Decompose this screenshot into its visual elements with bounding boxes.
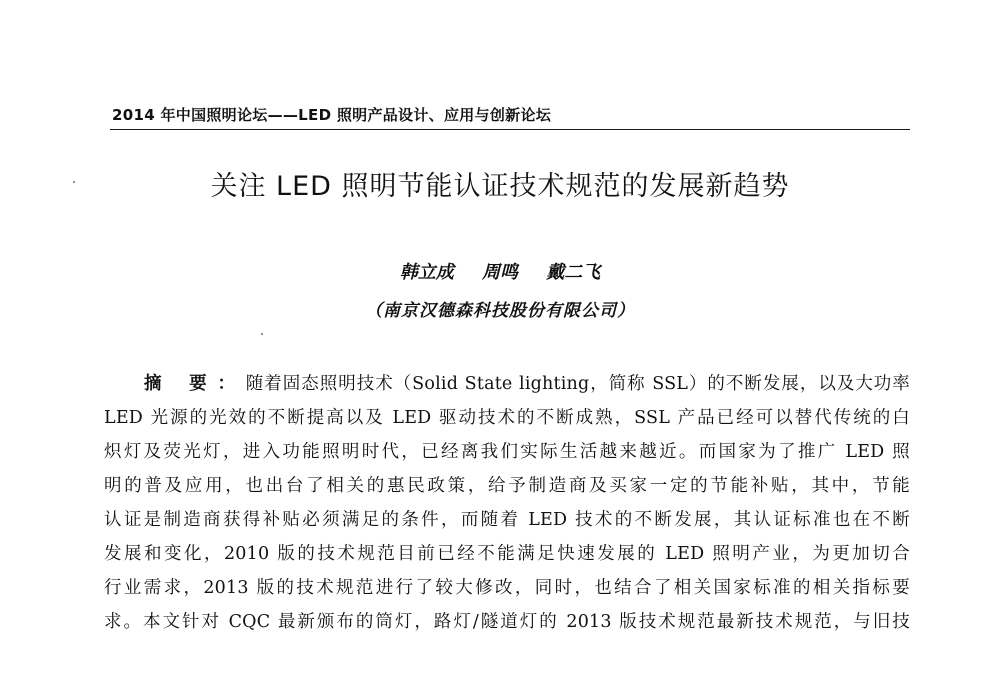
abstract-line: 炽灯及荧光灯，进入功能照明时代，已经离我们实际生活越来越近。而国家为了推广 LED 照 — [104, 442, 910, 462]
abstract-line — [104, 367, 910, 401]
abstract-text: 随着固态照明技术（Solid State lighting，简称 SSL）的不断发展，以及大功率 — [245, 374, 910, 394]
running-header: 2014 年中国照明论坛——LED 照明产品设计、应用与创新论坛 — [112, 106, 552, 124]
author-name: 周鸣 — [482, 262, 518, 283]
author-name: 韩立成 — [399, 262, 454, 283]
abstract-label: 摘 要： — [144, 374, 246, 394]
affiliation: （南京汉德森科技股份有限公司） — [365, 301, 635, 321]
abstract-line: 行业需求，2013 版的技术规范进行了较大修改，同时，也结合了相关国家标准的相关指标要 — [104, 578, 910, 598]
abstract — [104, 367, 910, 639]
abstract-line: 求。本文针对 CQC 最新颁布的筒灯，路灯/隧道灯的 2013 版技术规范最新技术规范，与旧技 — [104, 612, 910, 632]
header-rule — [110, 129, 910, 130]
abstract-line: 认证是制造商获得补贴必须满足的条件，而随着 LED 技术的不断发展，其认证标准也在不断 — [104, 510, 910, 530]
author-list — [0, 258, 1000, 284]
abstract-line: 明的普及应用，也出台了相关的惠民政策，给予制造商及买家一定的节能补贴，其中，节能 — [104, 476, 910, 496]
abstract-line: 发展和变化，2010 版的技术规范目前已经不能满足快速发展的 LED 照明产业，为更加切合 — [104, 544, 910, 564]
paper-title: 关注 LED 照明节能认证技术规范的发展新趋势 — [210, 171, 790, 202]
author-name: 戴二飞 — [546, 262, 601, 283]
scan-speck — [261, 333, 263, 335]
scan-speck — [73, 181, 75, 183]
abstract-line: LED 光源的光效的不断提高以及 LED 驱动技术的不断成熟，SSL 产品已经可以替代传统的白 — [104, 408, 910, 428]
